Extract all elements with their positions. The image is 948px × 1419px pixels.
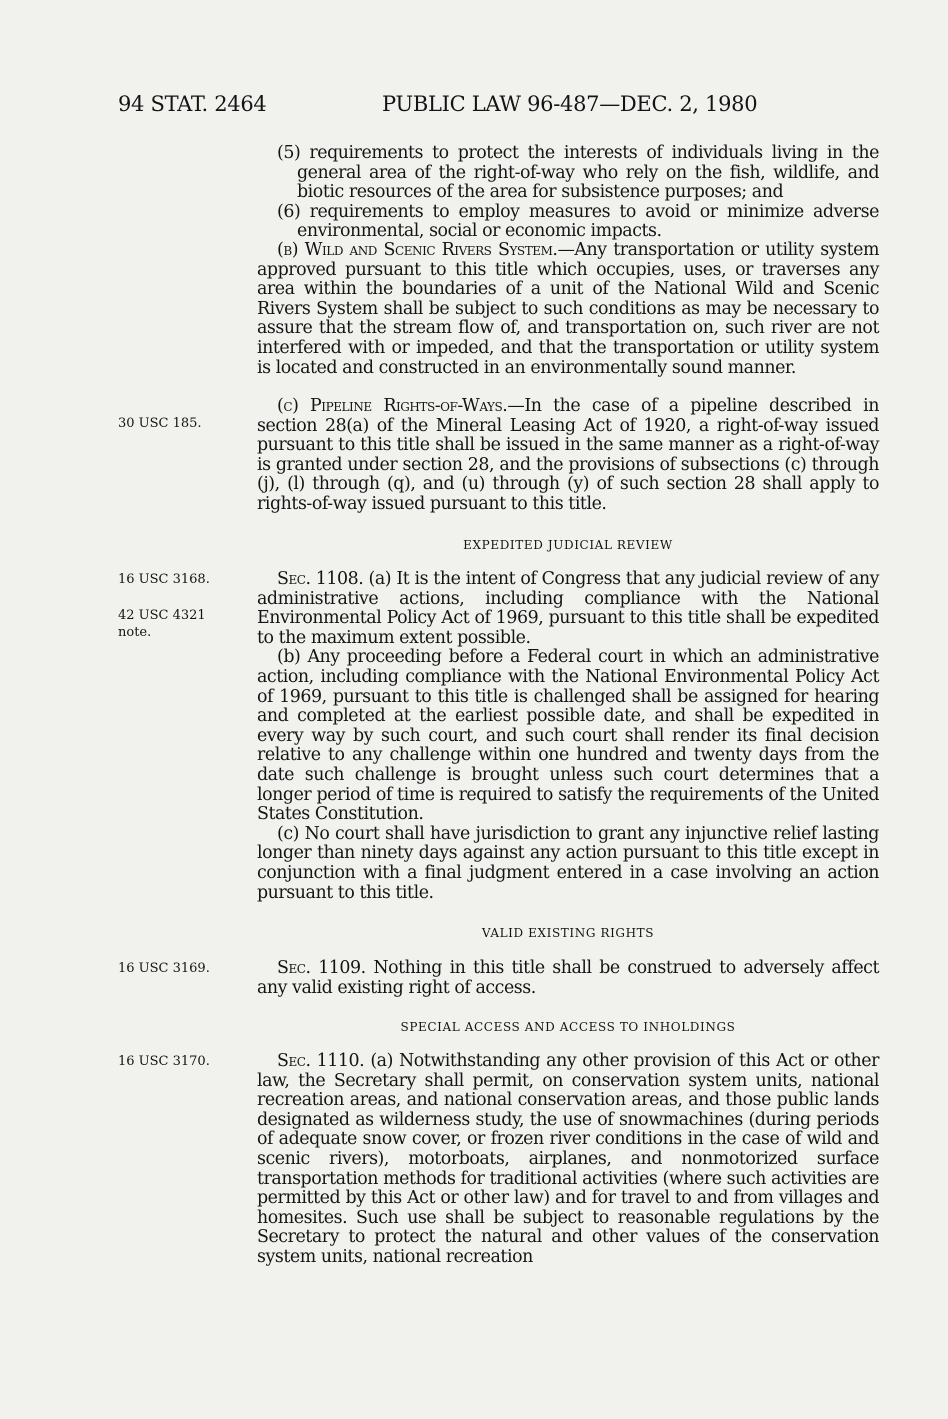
section-1110-paragraph — [257, 1052, 879, 1268]
subsection-c-caption: (c) Pipeline Rights-of-Ways. — [277, 396, 508, 416]
section-1108-b: (b) Any proceeding before a Federal court in which an administrative action, including compliance with the National Environmental Policy Act of 1969, pursuant to this title is challenged shall be assigned for hearing and completed at the earliest possible date, and shall be expedited in every way by such court, and such court shall render its final decision relative to any challenge within one hundred and twenty days from the date such challenge is brought unless such court determines that a longer period of time is required to satisfy the requirements of the United States Constitution. — [257, 647, 879, 825]
section-1108-label: Sec. 1108. — [277, 569, 364, 589]
margin-note-42-usc-4321-note: note. — [118, 625, 152, 640]
section-1109-text: Nothing in this title shall be construed to adversely affect any valid existing right of access. — [257, 958, 879, 998]
page-reference: 94 STAT. 2464 — [118, 92, 267, 116]
subsection-b-paragraph — [257, 241, 879, 378]
margin-note-42-usc-4321: 42 USC 4321 — [118, 608, 206, 623]
margin-note-16-usc-3170: 16 USC 3170. — [118, 1054, 210, 1069]
subsection-b-text: —Any transportation or utility system approved pursuant to this title which occupies, uses, or traverses any area within the boundaries of a unit of the National Wild and Scenic Rivers System shall be subject to such conditions as may be necessary to assure that the stream flow of, and transportation on, such river are not interfered with or impeded, and that the transportation or utility system is located and constructed in an environmentally sound manner. — [257, 240, 879, 378]
section-1108 — [257, 570, 879, 903]
section-1109-paragraph — [257, 959, 879, 998]
section-1110 — [257, 1052, 879, 1268]
section-1108-a-text: (a) It is the intent of Congress that any judicial review of any administrative actions, including compliance with the National Environmental Policy Act of 1969, pursuant to this title shall be expedited to the maximum extent possible. — [257, 569, 879, 648]
margin-note-30-usc-185: 30 USC 185. — [118, 416, 202, 431]
law-title: PUBLIC LAW 96-487—DEC. 2, 1980 — [382, 92, 758, 116]
subsection-c-text: —In the case of a pipeline described in section 28(a) of the Mineral Leasing Act of 1920, a right-of-way issued pursuant to this title shall be issued in the same manner as a right-of-way is granted under section 28, and the provisions of subsections (c) through (j), (l) through (q), and (u) through (y) of such section 28 shall apply to rights-of-way issued pursuant to this title. — [257, 396, 879, 514]
subsection-c-paragraph — [257, 397, 879, 515]
subsection-b-wild-scenic — [257, 241, 879, 378]
subsection-b-caption: (b) Wild and Scenic Rivers System. — [277, 240, 558, 260]
section-1109-label: Sec. 1109. — [277, 958, 366, 978]
heading-valid-existing-rights: VALID EXISTING RIGHTS — [481, 926, 655, 940]
margin-note-16-usc-3168: 16 USC 3168. — [118, 572, 210, 587]
section-1110-text: (a) Notwithstanding any other provision of this Act or other law, the Secretary shall permit, on conservation system units, national recreation areas, and national conservation areas, and those public lands designated as wilderness study, the use of snowmachines (during periods of adequate snow cover, or frozen river conditions in the case of wild and scenic rivers), motorboats, airplanes, and nonmotorized surface transportation methods for traditional activities (where such activities are permitted by this Act or other law) and for travel to and from villages and homesites. Such use shall be subject to reasonable regulations by the Secretary to protect the natural and other values of the conservation system units, national recreation — [257, 1051, 879, 1267]
section-1108-a — [257, 570, 879, 648]
section-1109 — [257, 959, 879, 998]
item-6: (6) requirements to employ measures to avoid or minimize adverse environmental, social or economic impacts. — [277, 201, 879, 242]
margin-note-16-usc-3169: 16 USC 3169. — [118, 961, 210, 976]
subsection-c-pipeline — [257, 397, 879, 515]
section-1110-label: Sec. 1110. — [277, 1051, 365, 1071]
section-1108-c: (c) No court shall have jurisdiction to grant any injunctive relief lasting longer than ninety days against any action pursuant to this title except in conjunction with a final judgment entered in a case involving an action pursuant to this title. — [257, 823, 879, 903]
heading-special-access: SPECIAL ACCESS AND ACCESS TO INHOLDINGS — [400, 1020, 736, 1034]
item-5: (5) requirements to protect the interests of individuals living in the general area of the right-of-way who rely on the fish, wildlife, and biotic resources of the area for subsistence purposes; and — [277, 143, 879, 203]
item-list — [257, 144, 879, 242]
heading-expedited-judicial-review: EXPEDITED JUDICIAL REVIEW — [463, 538, 673, 552]
